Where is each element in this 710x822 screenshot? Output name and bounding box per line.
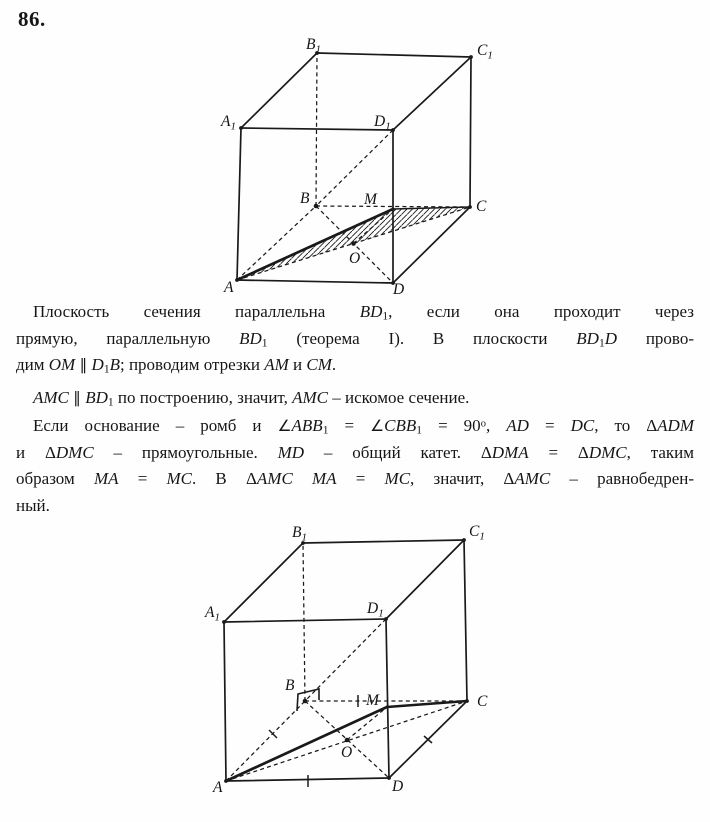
vertex-label-B: B [300,190,310,207]
vertex-label-D1: $D_1$ [374,113,391,133]
edge [237,280,393,283]
vertex-label-B1: $B_1$ [306,36,321,56]
point-dot [462,538,466,542]
vertex-label-A: A [224,279,234,296]
hidden-edge [316,130,393,206]
vertex-label-O: O [349,250,361,267]
point-dot [351,241,356,246]
section-edge [387,701,467,707]
point-dot [384,617,388,621]
point-dot [392,208,395,211]
edge [237,128,241,280]
point-dot [239,126,243,130]
vertex-label-C1: $C_1$ [477,42,493,62]
text-line: Плоскость сечения параллельна $BD_1$, если она проходит через [33,302,694,323]
point-dot [386,706,389,709]
solution-text [16,299,694,519]
text-line: ный. [16,495,50,515]
text-line: образом MA = MC. В ΔAMC MA = MC, значит, ΔAMC – равнобедрен- [16,469,694,488]
vertex-label-B: B [285,677,295,694]
edge [470,57,471,207]
edge [224,619,386,622]
point-dot [387,776,391,780]
right-angle-mark [297,689,319,711]
edge [241,53,317,128]
vertex-label-M: M [364,191,377,208]
hidden-edge [303,543,305,701]
section-edge [237,209,393,280]
edge [393,57,471,130]
paragraph [16,299,694,379]
point-dot [465,699,469,703]
point-dot [222,620,226,624]
point-dot [468,205,472,209]
vertex-label-C1: $C_1$ [469,523,485,543]
edge [241,128,393,130]
vertex-label-O: O [341,744,353,761]
text-line: Если основание – ромб и $\angle ABB_1$ = $\angle CBB_1 = 90^о$, AD = DC, то ΔADM [33,416,694,437]
edge [386,540,464,619]
figure-parallelepiped-top [0,0,710,312]
vertex-label-C: C [476,198,487,215]
paragraph [16,413,694,519]
vertex-label-D: D [393,281,405,298]
vertex-label-A1: $A_1$ [221,113,236,133]
point-dot [345,738,350,743]
edge [303,540,464,543]
hidden-edge [237,206,316,280]
point-dot [314,204,319,209]
text-line: и ΔDMC – прямоугольные. MD – общий катет. ΔDMA = ΔDMC, таким [16,442,694,462]
figure-parallelepiped-bottom [0,513,710,822]
edge [317,53,471,57]
paragraph [16,385,694,412]
text-line: прямую, параллельную $BD_1$ (теорема I). В плоскости $BD_1D$ прово- [16,328,694,350]
point-dot [469,55,473,59]
point-dot [391,128,395,132]
point-dot [224,779,228,783]
vertex-label-D: D [392,778,404,795]
text-line: дим OM ∥ $D_1B$; проводим отрезки AM и CM. [16,355,337,376]
vertex-label-A: A [213,779,223,796]
point-dot [235,278,239,282]
text-line: AMC ∥ $BD_1$ по построению, значит, AMC – искомое сечение. [33,387,470,409]
edge [464,540,467,701]
edge [224,543,303,622]
vertex-label-M: M [366,692,379,709]
point-dot [303,699,308,704]
edge [224,622,226,781]
vertex-label-D1: $D_1$ [367,600,384,620]
vertex-label-A1: $A_1$ [205,604,220,624]
section-edge [226,707,387,781]
vertex-label-B1: $B_1$ [292,524,307,544]
edge [386,619,389,778]
equality-tick-mark [269,730,277,738]
vertex-label-C: C [477,693,488,710]
hidden-edge [226,701,305,781]
problem-number: 86. [18,7,46,31]
